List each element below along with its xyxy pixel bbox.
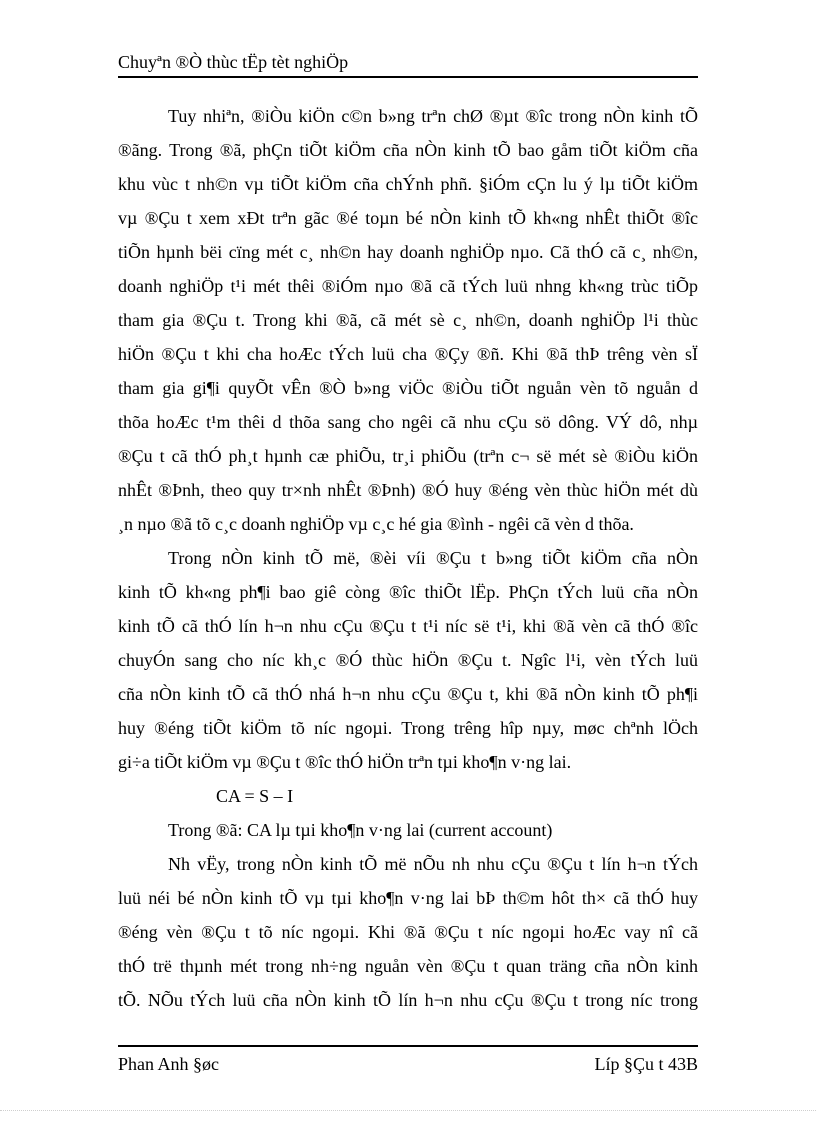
body-line: Trong ®ã: CA lµ tµi kho¶n v·ng lai (current account) <box>168 820 553 840</box>
body-line: tÕ. NÕu tÝch luü cña nÒn kinh tÕ lín h¬n nhu cÇu ®Çu t trong níc trong <box>118 990 698 1010</box>
body-line: luü néi bé nÒn kinh tÕ vµ tµi kho¶n v·ng lai bÞ th©m hôt th× cã thÓ huy <box>118 888 698 908</box>
footer-author: Phan Anh §øc <box>118 1054 219 1074</box>
footer-class-label: Líp §Çu t 43B <box>594 1054 698 1074</box>
formula-line: CA = S – I <box>216 786 294 806</box>
page-bottom-edge <box>0 1110 816 1111</box>
body-line: chuyÓn sang cho níc kh¸c ®Ó thùc hiÖn ®Çu t. Ngîc l¹i, vèn tÝch luü <box>118 650 698 670</box>
document-body <box>118 99 698 1017</box>
page-header-title: Chuyªn ®Ò thùc tËp tèt nghiÖp <box>118 52 349 72</box>
body-line: doanh nghiÖp t¹i mét thêi ®iÓm nµo ®ã cã tÝch luü nhng kh«ng trùc tiÕp <box>118 276 698 296</box>
body-line: Trong nÒn kinh tÕ më, ®èi víi ®Çu t b»ng tiÕt kiÖm cña nÒn <box>168 548 698 568</box>
body-line: hiÖn ®Çu t khi cha hoÆc tÝch luü cha ®Çy ®ñ. Khi ®ã thÞ trêng vèn sÏ <box>118 344 698 364</box>
body-line: kinh tÕ kh«ng ph¶i bao giê còng ®îc thiÕt lËp. PhÇn tÝch luü cña nÒn <box>118 582 698 602</box>
body-line: nhÊt ®Þnh, theo quy tr×nh nhÊt ®Þnh) ®Ó huy ®éng vèn thùc hiÖn mét dù <box>118 480 698 500</box>
body-line: ¸n nµo ®ã tõ c¸c doanh nghiÖp vµ c¸c hé gia ®ình - ngêi cã vèn d thõa. <box>118 514 634 534</box>
body-line: Tuy nhiªn, ®iÒu kiÖn c©n b»ng trªn chØ ®µt ®îc trong nÒn kinh tÕ <box>168 106 698 126</box>
body-line: vµ ®Çu t xem xÐt trªn gãc ®é toµn bé nÒn kinh tÕ kh«ng nhÊt thiÕt ®îc <box>118 208 698 228</box>
body-line: gi÷a tiÕt kiÖm vµ ®Çu t ®îc thÓ hiÖn trªn tµi kho¶n v·ng lai. <box>118 752 572 772</box>
body-line: tham gia gi¶i quyÕt vÊn ®Ò b»ng viÖc ®iÒu tiÕt nguån vèn tõ nguån d <box>118 378 698 398</box>
header-divider <box>118 76 698 78</box>
body-line: ®ãng. Trong ®ã, phÇn tiÕt kiÖm cña nÒn kinh tÕ bao gåm tiÕt kiÖm cña <box>118 140 698 160</box>
body-line: thÓ trë thµnh mét trong nh÷ng nguån vèn ®Çu t quan träng cña nÒn kinh <box>118 956 698 976</box>
body-line: ®Çu t cã thÓ ph¸t hµnh cæ phiÕu, tr¸i phiÕu (trªn c¬ së mét sè ®iÒu kiÖn <box>118 446 698 466</box>
body-line: Nh vËy, trong nÒn kinh tÕ më nÕu nh nhu cÇu ®Çu t lín h¬n tÝch <box>168 854 698 874</box>
body-line: huy ®éng tiÕt kiÖm tõ níc ngoµi. Trong trêng hîp nµy, møc chªnh lÖch <box>118 718 698 738</box>
body-line: ®éng vèn ®Çu t tõ níc ngoµi. Khi ®ã ®Çu t níc ngoµi hoÆc vay nî cã <box>118 922 698 942</box>
body-line: cña nÒn kinh tÕ cã thÓ nhá h¬n nhu cÇu ®Çu t, khi ®ã nÒn kinh tÕ ph¶i <box>118 684 698 704</box>
body-line: kinh tÕ cã thÓ lín h¬n nhu cÇu ®Çu t t¹i níc së t¹i, khi ®ã vèn cã thÓ ®îc <box>118 616 698 636</box>
body-line: thõa hoÆc t¹m thêi d thõa sang cho ngêi cã nhu cÇu sö dông. VÝ dô, nhµ <box>118 412 698 432</box>
body-line: tiÕn hµnh bëi cïng mét c¸ nh©n hay doanh nghiÖp nµo. Cã thÓ cã c¸ nh©n, <box>118 242 698 262</box>
body-line: tham gia ®Çu t. Trong khi ®ã, cã mét sè c¸ nh©n, doanh nghiÖp l¹i thùc <box>118 310 698 330</box>
body-line: khu vùc t nh©n vµ tiÕt kiÖm cña chÝnh phñ. §iÓm cÇn lu ý lµ tiÕt kiÖm <box>118 174 698 194</box>
footer-divider <box>118 1045 698 1047</box>
